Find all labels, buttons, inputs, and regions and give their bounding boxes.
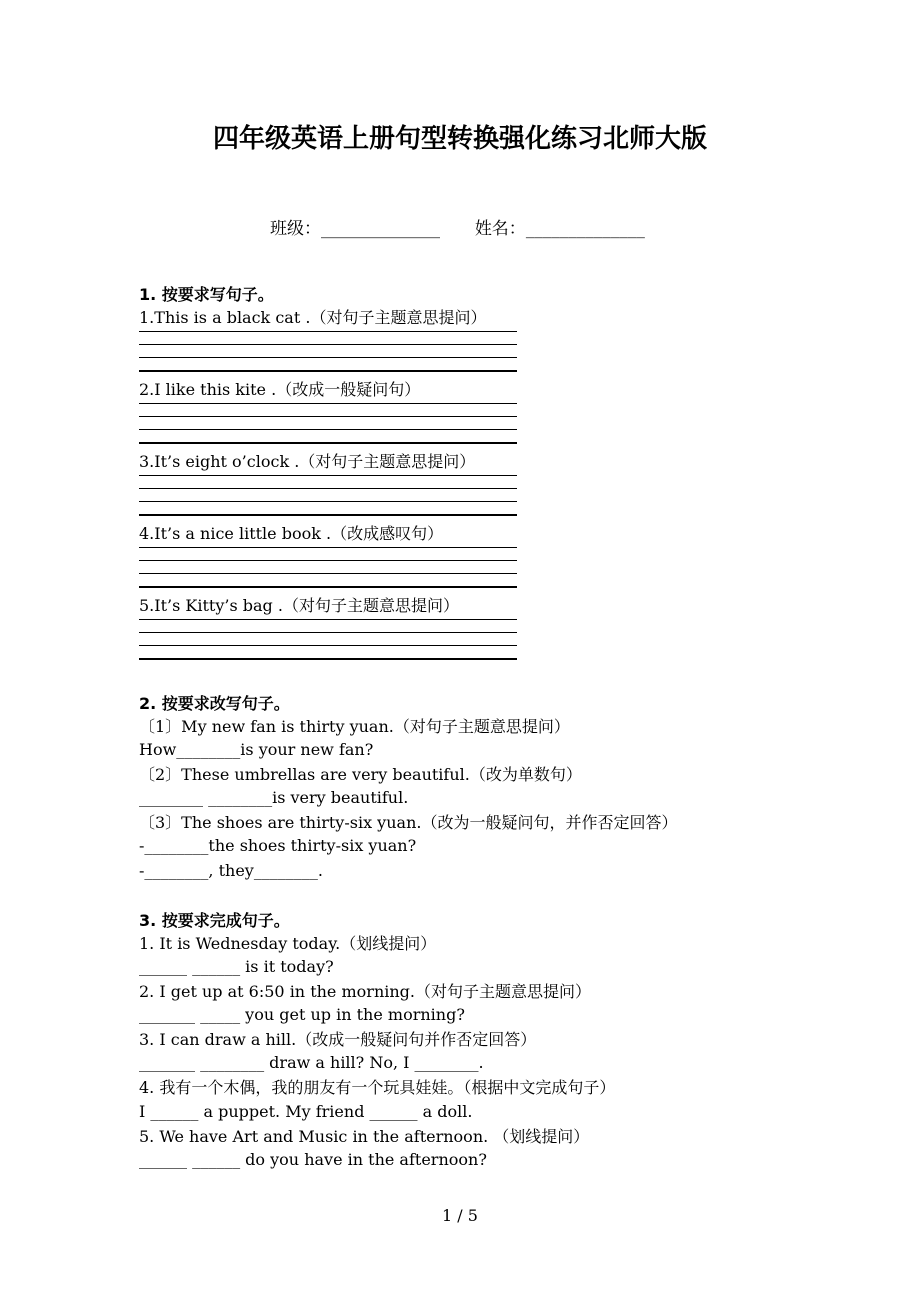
- s3-line: _______ ________ draw a hill? No, I ________.: [139, 1053, 484, 1072]
- s2-line: 〔2〕These umbrellas are very beautiful.（改为单数句）: [139, 765, 582, 784]
- s3-line: 4. 我有一个木偶，我的朋友有一个玩具娃娃。（根据中文完成句子）: [139, 1078, 616, 1097]
- s3-line: _______ _____ you get up in the morning?: [139, 1005, 465, 1024]
- s3-line: 2. I get up at 6:50 in the morning.（对句子主题意思提问）: [139, 982, 591, 1001]
- page-number: 1 / 5: [442, 1206, 478, 1225]
- s3-line: I ______ a puppet. My friend ______ a doll.: [139, 1102, 473, 1121]
- answer-line[interactable]: [139, 370, 517, 372]
- s1-question-2: 2.I like this kite .（改成一般疑问句）: [139, 380, 421, 399]
- answer-line[interactable]: [139, 357, 517, 358]
- answer-line[interactable]: [139, 403, 517, 404]
- answer-line[interactable]: [139, 331, 517, 332]
- answer-line[interactable]: [139, 514, 517, 516]
- answer-line[interactable]: [139, 488, 517, 489]
- answer-line[interactable]: [139, 416, 517, 417]
- s3-line: 3. I can draw a hill.（改成一般疑问句并作否定回答）: [139, 1030, 537, 1049]
- s2-line: ________ ________is very beautiful.: [139, 788, 409, 807]
- s2-line: How________is your new fan?: [139, 740, 374, 759]
- s1-question-3: 3.It’s eight o’clock .（对句子主题意思提问）: [139, 452, 476, 471]
- answer-line[interactable]: [139, 632, 517, 633]
- s2-line: 〔1〕My new fan is thirty yuan.（对句子主题意思提问）: [139, 717, 570, 736]
- section2-heading: 2. 按要求改写句子。: [139, 694, 290, 713]
- s3-line: ______ ______ do you have in the afternoon?: [139, 1150, 487, 1169]
- section1-heading: 1. 按要求写句子。: [139, 285, 274, 304]
- student-info-line: [270, 214, 645, 239]
- answer-line[interactable]: [139, 547, 517, 548]
- s3-line: 5. We have Art and Music in the afternoon. （划线提问）: [139, 1127, 590, 1146]
- answer-line[interactable]: [139, 475, 517, 476]
- answer-line[interactable]: [139, 645, 517, 646]
- answer-line[interactable]: [139, 619, 517, 620]
- section3-heading: 3. 按要求完成句子。: [139, 911, 290, 930]
- answer-line[interactable]: [139, 501, 517, 502]
- s2-line: -________the shoes thirty-six yuan?: [139, 836, 417, 855]
- answer-line[interactable]: [139, 560, 517, 561]
- s2-line: 〔3〕The shoes are thirty-six yuan.（改为一般疑问句，并作否定回答）: [139, 813, 678, 832]
- s1-question-1: 1.This is a black cat .（对句子主题意思提问）: [139, 308, 487, 327]
- class-label: 班级：: [270, 219, 321, 239]
- answer-line[interactable]: [139, 429, 517, 430]
- document-title: 四年级英语上册句型转换强化练习北师大版: [212, 124, 707, 154]
- answer-line[interactable]: [139, 586, 517, 588]
- s3-line: 1. It is Wednesday today.（划线提问）: [139, 934, 437, 953]
- answer-line[interactable]: [139, 573, 517, 574]
- s2-line: -________, they________.: [139, 861, 323, 880]
- class-blank[interactable]: ______________: [321, 219, 440, 239]
- name-blank[interactable]: ______________: [525, 219, 645, 239]
- answer-line[interactable]: [139, 658, 517, 660]
- answer-line[interactable]: [139, 344, 517, 345]
- s3-line: ______ ______ is it today?: [139, 957, 334, 976]
- name-label: 姓名：: [474, 219, 526, 239]
- answer-line[interactable]: [139, 442, 517, 444]
- s1-question-4: 4.It’s a nice little book .（改成感叹句）: [139, 524, 444, 543]
- s1-question-5: 5.It’s Kitty’s bag .（对句子主题意思提问）: [139, 596, 459, 615]
